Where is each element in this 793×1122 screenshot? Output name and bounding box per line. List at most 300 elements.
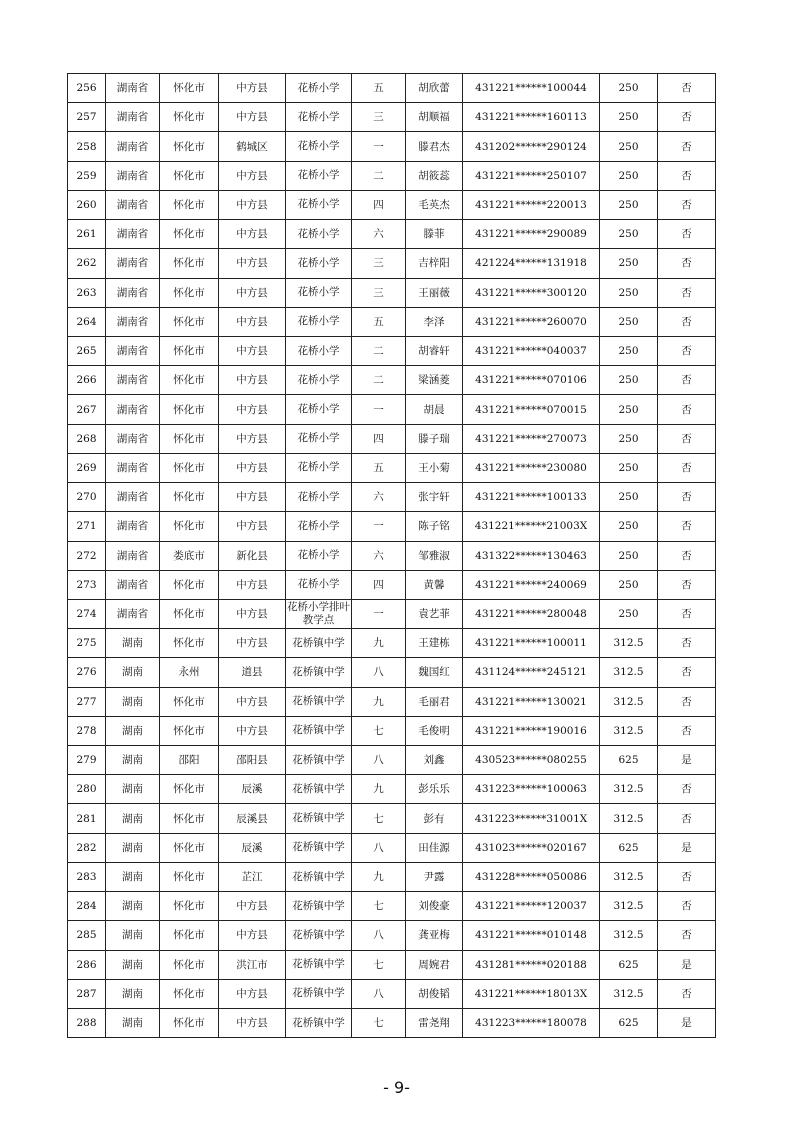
table-row	[68, 775, 716, 804]
province-cell: 湖南	[106, 775, 160, 804]
amount-cell: 312.5	[600, 629, 658, 658]
table-row	[68, 424, 716, 453]
county-cell: 新化县	[219, 541, 286, 570]
grade-cell: 一	[352, 395, 406, 424]
id-number-cell: 431221******300120	[463, 278, 600, 307]
amount-cell: 312.5	[600, 921, 658, 950]
amount-cell: 250	[600, 336, 658, 365]
province-cell: 湖南省	[106, 220, 160, 249]
school-cell: 花桥小学	[286, 453, 352, 482]
county-cell: 中方县	[219, 483, 286, 512]
student-name-cell: 毛丽君	[406, 687, 463, 716]
flag-cell: 否	[658, 453, 716, 482]
province-cell: 湖南省	[106, 395, 160, 424]
school-cell: 花桥小学	[286, 424, 352, 453]
province-cell: 湖南省	[106, 541, 160, 570]
amount-cell: 250	[600, 161, 658, 190]
grade-cell: 九	[352, 687, 406, 716]
table-body	[68, 74, 716, 1038]
student-name-cell: 滕君杰	[406, 132, 463, 161]
school-cell: 花桥小学	[286, 307, 352, 336]
grade-cell: 八	[352, 658, 406, 687]
province-cell: 湖南省	[106, 570, 160, 599]
student-name-cell: 彭乐乐	[406, 775, 463, 804]
province-cell: 湖南省	[106, 599, 160, 628]
student-name-cell: 毛俊明	[406, 716, 463, 745]
county-cell: 道县	[219, 658, 286, 687]
student-name-cell: 滕菲	[406, 220, 463, 249]
province-cell: 湖南省	[106, 161, 160, 190]
province-cell: 湖南省	[106, 424, 160, 453]
province-cell: 湖南	[106, 629, 160, 658]
amount-cell: 250	[600, 424, 658, 453]
student-name-cell: 刘俊豪	[406, 892, 463, 921]
amount-cell: 312.5	[600, 775, 658, 804]
table-row	[68, 366, 716, 395]
row-number-cell: 256	[68, 74, 106, 103]
school-cell: 花桥镇中学	[286, 775, 352, 804]
province-cell: 湖南	[106, 833, 160, 862]
id-number-cell: 431221******100044	[463, 74, 600, 103]
flag-cell: 否	[658, 74, 716, 103]
province-cell: 湖南	[106, 979, 160, 1008]
grade-cell: 二	[352, 336, 406, 365]
city-cell: 怀化市	[160, 336, 219, 365]
amount-cell: 250	[600, 74, 658, 103]
row-number-cell: 285	[68, 921, 106, 950]
row-number-cell: 277	[68, 687, 106, 716]
table-row	[68, 512, 716, 541]
school-cell: 花桥小学	[286, 278, 352, 307]
county-cell: 中方县	[219, 74, 286, 103]
id-number-cell: 431223******100063	[463, 775, 600, 804]
county-cell: 中方县	[219, 307, 286, 336]
table-row	[68, 862, 716, 891]
amount-cell: 312.5	[600, 687, 658, 716]
row-number-cell: 269	[68, 453, 106, 482]
id-number-cell: 431202******290124	[463, 132, 600, 161]
school-cell: 花桥小学	[286, 190, 352, 219]
id-number-cell: 431221******260070	[463, 307, 600, 336]
amount-cell: 250	[600, 483, 658, 512]
county-cell: 中方县	[219, 570, 286, 599]
city-cell: 怀化市	[160, 249, 219, 278]
school-cell: 花桥小学	[286, 512, 352, 541]
table-row	[68, 950, 716, 979]
table-row	[68, 629, 716, 658]
student-name-cell: 胡睿轩	[406, 336, 463, 365]
student-name-cell: 胡俊韬	[406, 979, 463, 1008]
flag-cell: 否	[658, 132, 716, 161]
province-cell: 湖南省	[106, 190, 160, 219]
amount-cell: 250	[600, 132, 658, 161]
student-name-cell: 王丽薇	[406, 278, 463, 307]
province-cell: 湖南省	[106, 366, 160, 395]
row-number-cell: 276	[68, 658, 106, 687]
amount-cell: 312.5	[600, 658, 658, 687]
county-cell: 中方县	[219, 453, 286, 482]
city-cell: 怀化市	[160, 424, 219, 453]
student-name-cell: 陈子铭	[406, 512, 463, 541]
city-cell: 怀化市	[160, 1009, 219, 1038]
grade-cell: 九	[352, 629, 406, 658]
amount-cell: 312.5	[600, 892, 658, 921]
amount-cell: 250	[600, 366, 658, 395]
grade-cell: 七	[352, 1009, 406, 1038]
flag-cell: 否	[658, 979, 716, 1008]
flag-cell: 否	[658, 658, 716, 687]
county-cell: 中方县	[219, 249, 286, 278]
id-number-cell: 431228******050086	[463, 862, 600, 891]
id-number-cell: 431322******130463	[463, 541, 600, 570]
grade-cell: 八	[352, 921, 406, 950]
province-cell: 湖南	[106, 804, 160, 833]
row-number-cell: 257	[68, 103, 106, 132]
city-cell: 怀化市	[160, 921, 219, 950]
row-number-cell: 264	[68, 307, 106, 336]
city-cell: 怀化市	[160, 453, 219, 482]
county-cell: 中方县	[219, 892, 286, 921]
table-row	[68, 249, 716, 278]
grade-cell: 六	[352, 483, 406, 512]
flag-cell: 否	[658, 629, 716, 658]
flag-cell: 否	[658, 278, 716, 307]
student-name-cell: 胡欣蕾	[406, 74, 463, 103]
table-row	[68, 658, 716, 687]
table-row	[68, 921, 716, 950]
flag-cell: 否	[658, 804, 716, 833]
id-number-cell: 431221******040037	[463, 336, 600, 365]
id-number-cell: 431221******21003X	[463, 512, 600, 541]
province-cell: 湖南省	[106, 103, 160, 132]
amount-cell: 250	[600, 307, 658, 336]
student-name-cell: 王建栋	[406, 629, 463, 658]
school-cell: 花桥小学	[286, 336, 352, 365]
city-cell: 怀化市	[160, 512, 219, 541]
table-row	[68, 453, 716, 482]
province-cell: 湖南省	[106, 307, 160, 336]
row-number-cell: 273	[68, 570, 106, 599]
province-cell: 湖南	[106, 658, 160, 687]
province-cell: 湖南	[106, 746, 160, 775]
id-number-cell: 431221******190016	[463, 716, 600, 745]
amount-cell: 250	[600, 190, 658, 219]
grade-cell: 九	[352, 862, 406, 891]
student-name-cell: 王小菊	[406, 453, 463, 482]
table-row	[68, 336, 716, 365]
county-cell: 中方县	[219, 161, 286, 190]
school-cell: 花桥镇中学	[286, 658, 352, 687]
flag-cell: 否	[658, 249, 716, 278]
county-cell: 辰溪	[219, 775, 286, 804]
row-number-cell: 282	[68, 833, 106, 862]
student-name-cell: 滕子瑞	[406, 424, 463, 453]
id-number-cell: 431221******240069	[463, 570, 600, 599]
flag-cell: 否	[658, 775, 716, 804]
flag-cell: 是	[658, 833, 716, 862]
grade-cell: 八	[352, 979, 406, 1008]
flag-cell: 否	[658, 599, 716, 628]
flag-cell: 否	[658, 862, 716, 891]
row-number-cell: 274	[68, 599, 106, 628]
student-name-cell: 黄馨	[406, 570, 463, 599]
school-cell: 花桥小学	[286, 483, 352, 512]
grade-cell: 三	[352, 278, 406, 307]
province-cell: 湖南省	[106, 336, 160, 365]
table-row	[68, 190, 716, 219]
amount-cell: 250	[600, 453, 658, 482]
province-cell: 湖南省	[106, 74, 160, 103]
city-cell: 怀化市	[160, 804, 219, 833]
school-cell: 花桥小学	[286, 132, 352, 161]
school-cell: 花桥小学	[286, 161, 352, 190]
row-number-cell: 267	[68, 395, 106, 424]
row-number-cell: 271	[68, 512, 106, 541]
id-number-cell: 431223******31001X	[463, 804, 600, 833]
student-name-cell: 毛英杰	[406, 190, 463, 219]
city-cell: 娄底市	[160, 541, 219, 570]
school-cell: 花桥镇中学	[286, 950, 352, 979]
id-number-cell: 431221******280048	[463, 599, 600, 628]
grade-cell: 七	[352, 892, 406, 921]
flag-cell: 否	[658, 336, 716, 365]
school-cell: 花桥小学	[286, 366, 352, 395]
student-name-cell: 田佳源	[406, 833, 463, 862]
id-number-cell: 431221******070106	[463, 366, 600, 395]
student-name-cell: 魏国红	[406, 658, 463, 687]
province-cell: 湖南	[106, 921, 160, 950]
flag-cell: 否	[658, 921, 716, 950]
amount-cell: 312.5	[600, 804, 658, 833]
flag-cell: 是	[658, 746, 716, 775]
row-number-cell: 281	[68, 804, 106, 833]
city-cell: 怀化市	[160, 483, 219, 512]
school-cell: 花桥镇中学	[286, 862, 352, 891]
grade-cell: 三	[352, 249, 406, 278]
id-number-cell: 431221******270073	[463, 424, 600, 453]
grade-cell: 三	[352, 103, 406, 132]
table-row	[68, 979, 716, 1008]
table-row	[68, 103, 716, 132]
county-cell: 中方县	[219, 103, 286, 132]
grade-cell: 五	[352, 74, 406, 103]
county-cell: 中方县	[219, 921, 286, 950]
flag-cell: 否	[658, 716, 716, 745]
flag-cell: 否	[658, 892, 716, 921]
amount-cell: 250	[600, 249, 658, 278]
school-cell: 花桥小学	[286, 74, 352, 103]
city-cell: 永州	[160, 658, 219, 687]
school-cell: 花桥镇中学	[286, 746, 352, 775]
table-row	[68, 599, 716, 628]
school-cell: 花桥镇中学	[286, 687, 352, 716]
amount-cell: 625	[600, 833, 658, 862]
row-number-cell: 259	[68, 161, 106, 190]
amount-cell: 625	[600, 950, 658, 979]
row-number-cell: 261	[68, 220, 106, 249]
row-number-cell: 263	[68, 278, 106, 307]
province-cell: 湖南	[106, 716, 160, 745]
city-cell: 怀化市	[160, 599, 219, 628]
city-cell: 怀化市	[160, 132, 219, 161]
row-number-cell: 279	[68, 746, 106, 775]
id-number-cell: 431221******290089	[463, 220, 600, 249]
amount-cell: 250	[600, 103, 658, 132]
amount-cell: 625	[600, 746, 658, 775]
city-cell: 怀化市	[160, 161, 219, 190]
grade-cell: 一	[352, 512, 406, 541]
row-number-cell: 270	[68, 483, 106, 512]
grade-cell: 九	[352, 775, 406, 804]
id-number-cell: 431281******020188	[463, 950, 600, 979]
province-cell: 湖南	[106, 687, 160, 716]
county-cell: 中方县	[219, 424, 286, 453]
county-cell: 中方县	[219, 190, 286, 219]
grade-cell: 一	[352, 132, 406, 161]
amount-cell: 250	[600, 220, 658, 249]
county-cell: 邵阳县	[219, 746, 286, 775]
amount-cell: 312.5	[600, 862, 658, 891]
city-cell: 怀化市	[160, 74, 219, 103]
flag-cell: 否	[658, 512, 716, 541]
id-number-cell: 431221******120037	[463, 892, 600, 921]
id-number-cell: 430523******080255	[463, 746, 600, 775]
city-cell: 怀化市	[160, 862, 219, 891]
school-cell: 花桥小学	[286, 249, 352, 278]
city-cell: 怀化市	[160, 979, 219, 1008]
student-name-cell: 张宇轩	[406, 483, 463, 512]
amount-cell: 250	[600, 570, 658, 599]
county-cell: 中方县	[219, 512, 286, 541]
id-number-cell: 431221******130021	[463, 687, 600, 716]
school-cell: 花桥小学排叶教学点	[286, 599, 352, 628]
school-cell: 花桥镇中学	[286, 1009, 352, 1038]
amount-cell: 312.5	[600, 716, 658, 745]
county-cell: 鹤城区	[219, 132, 286, 161]
student-name-cell: 袁艺菲	[406, 599, 463, 628]
table-row	[68, 220, 716, 249]
flag-cell: 否	[658, 103, 716, 132]
student-name-cell: 胡晨	[406, 395, 463, 424]
id-number-cell: 431221******220013	[463, 190, 600, 219]
id-number-cell: 421224******131918	[463, 249, 600, 278]
county-cell: 中方县	[219, 220, 286, 249]
school-cell: 花桥小学	[286, 541, 352, 570]
province-cell: 湖南省	[106, 453, 160, 482]
city-cell: 怀化市	[160, 307, 219, 336]
page-number: - 9-	[383, 1078, 410, 1097]
grade-cell: 四	[352, 424, 406, 453]
county-cell: 中方县	[219, 687, 286, 716]
county-cell: 洪江市	[219, 950, 286, 979]
row-number-cell: 266	[68, 366, 106, 395]
id-number-cell: 431023******020167	[463, 833, 600, 862]
id-number-cell: 431221******010148	[463, 921, 600, 950]
student-name-cell: 周婉君	[406, 950, 463, 979]
student-name-cell: 吉梓阳	[406, 249, 463, 278]
county-cell: 中方县	[219, 1009, 286, 1038]
flag-cell: 否	[658, 190, 716, 219]
flag-cell: 否	[658, 687, 716, 716]
table-row	[68, 541, 716, 570]
county-cell: 芷江	[219, 862, 286, 891]
table-row	[68, 716, 716, 745]
province-cell: 湖南省	[106, 132, 160, 161]
table-row	[68, 395, 716, 424]
amount-cell: 250	[600, 512, 658, 541]
flag-cell: 否	[658, 541, 716, 570]
id-number-cell: 431221******160113	[463, 103, 600, 132]
row-number-cell: 283	[68, 862, 106, 891]
city-cell: 怀化市	[160, 190, 219, 219]
flag-cell: 否	[658, 570, 716, 599]
county-cell: 中方县	[219, 629, 286, 658]
school-cell: 花桥镇中学	[286, 921, 352, 950]
row-number-cell: 284	[68, 892, 106, 921]
grade-cell: 五	[352, 453, 406, 482]
amount-cell: 250	[600, 395, 658, 424]
province-cell: 湖南省	[106, 512, 160, 541]
grade-cell: 二	[352, 366, 406, 395]
city-cell: 怀化市	[160, 395, 219, 424]
grade-cell: 二	[352, 161, 406, 190]
flag-cell: 是	[658, 950, 716, 979]
school-cell: 花桥小学	[286, 220, 352, 249]
county-cell: 辰溪	[219, 833, 286, 862]
grade-cell: 八	[352, 833, 406, 862]
grade-cell: 四	[352, 190, 406, 219]
school-cell: 花桥小学	[286, 103, 352, 132]
school-cell: 花桥镇中学	[286, 833, 352, 862]
row-number-cell: 262	[68, 249, 106, 278]
table-row	[68, 161, 716, 190]
student-name-cell: 雷尧翔	[406, 1009, 463, 1038]
id-number-cell: 431221******070015	[463, 395, 600, 424]
city-cell: 怀化市	[160, 687, 219, 716]
student-name-cell: 胡筱蕊	[406, 161, 463, 190]
flag-cell: 否	[658, 395, 716, 424]
amount-cell: 625	[600, 1009, 658, 1038]
student-name-cell: 彭有	[406, 804, 463, 833]
flag-cell: 否	[658, 307, 716, 336]
county-cell: 中方县	[219, 395, 286, 424]
id-number-cell: 431221******100133	[463, 483, 600, 512]
amount-cell: 312.5	[600, 979, 658, 1008]
grade-cell: 七	[352, 950, 406, 979]
school-cell: 花桥镇中学	[286, 629, 352, 658]
table-row	[68, 687, 716, 716]
id-number-cell: 431124******245121	[463, 658, 600, 687]
school-cell: 花桥小学	[286, 395, 352, 424]
table-row	[68, 804, 716, 833]
flag-cell: 是	[658, 1009, 716, 1038]
city-cell: 怀化市	[160, 366, 219, 395]
row-number-cell: 260	[68, 190, 106, 219]
grade-cell: 四	[352, 570, 406, 599]
grade-cell: 八	[352, 746, 406, 775]
county-cell: 中方县	[219, 599, 286, 628]
grade-cell: 五	[352, 307, 406, 336]
row-number-cell: 286	[68, 950, 106, 979]
amount-cell: 250	[600, 599, 658, 628]
amount-cell: 250	[600, 278, 658, 307]
student-subsidy-table	[67, 73, 716, 1038]
flag-cell: 否	[658, 161, 716, 190]
table-row	[68, 74, 716, 103]
id-number-cell: 431221******250107	[463, 161, 600, 190]
id-number-cell: 431221******230080	[463, 453, 600, 482]
school-cell: 花桥镇中学	[286, 716, 352, 745]
